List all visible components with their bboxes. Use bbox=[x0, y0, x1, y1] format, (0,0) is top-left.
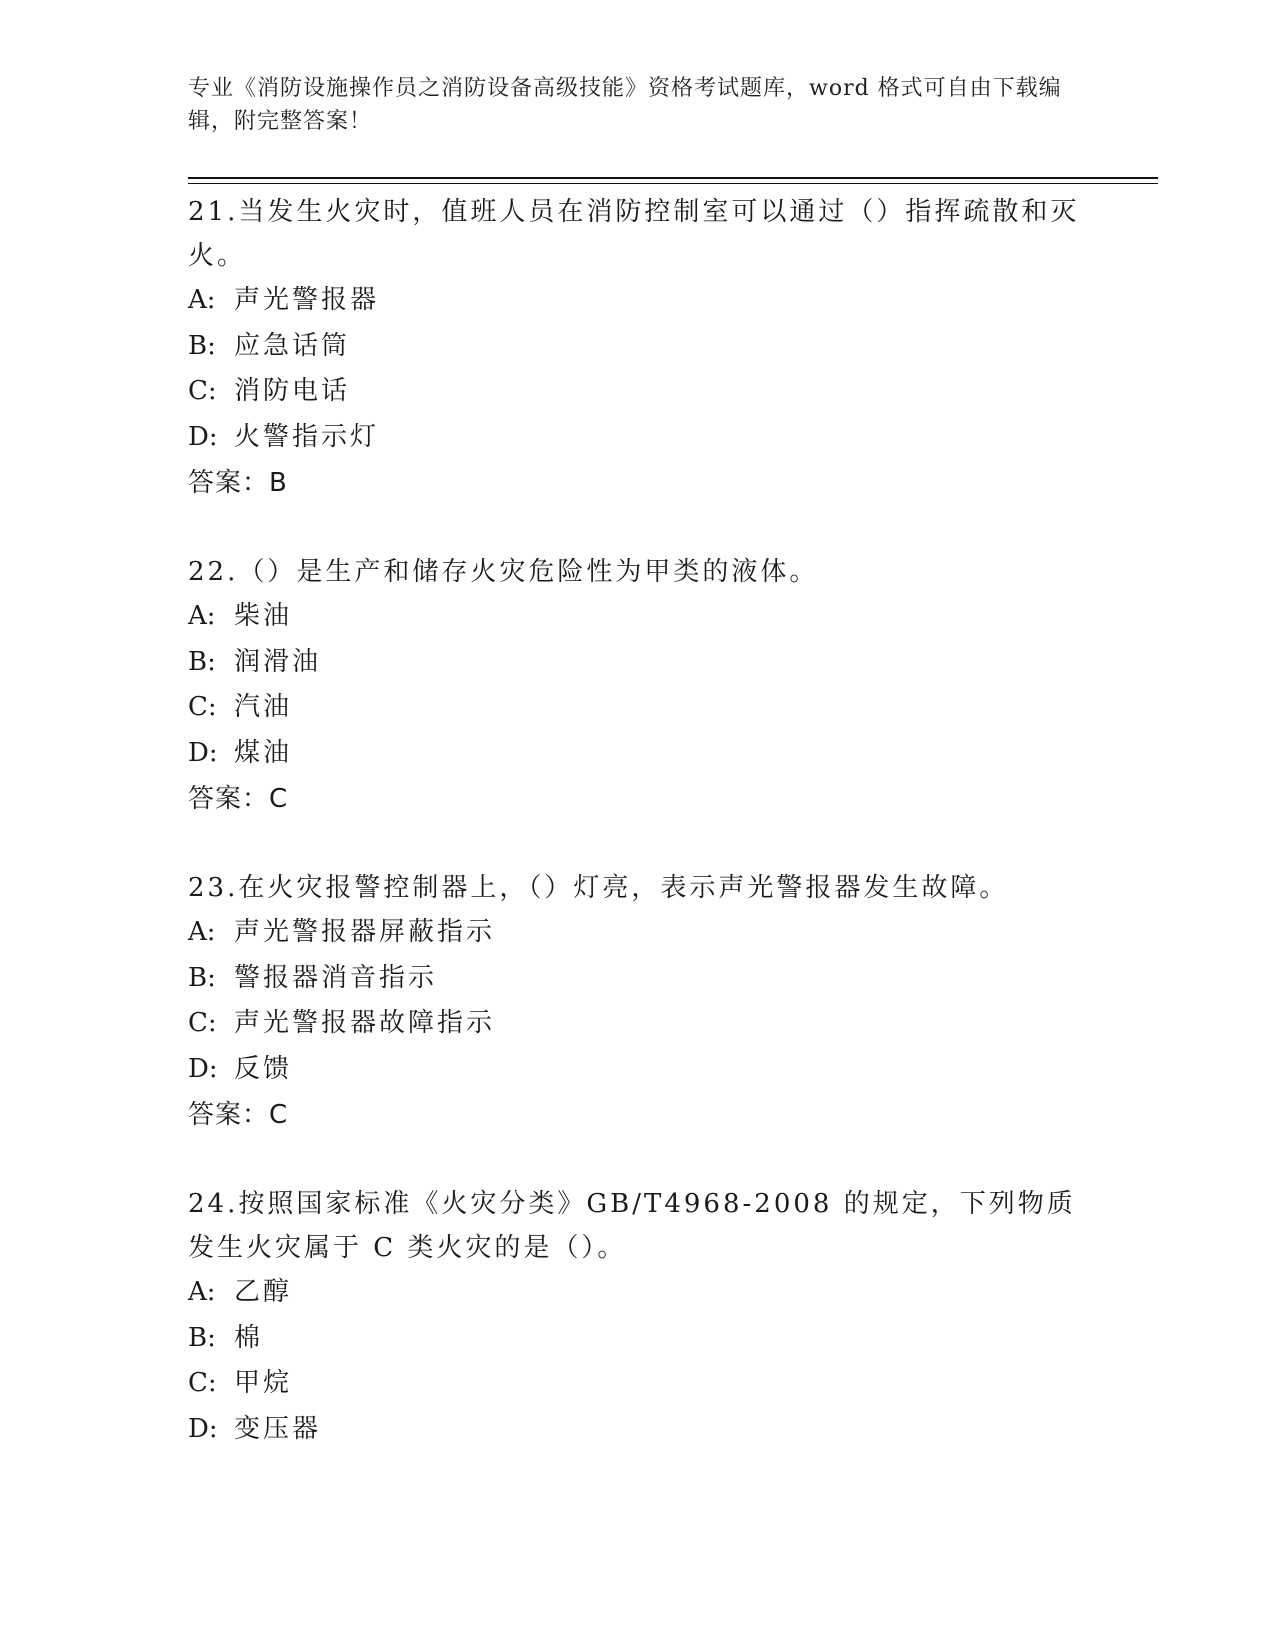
option-a bbox=[188, 1270, 1088, 1316]
option-key: D: bbox=[188, 737, 218, 768]
question-list bbox=[188, 190, 1088, 1496]
answer-line: 答案：C bbox=[188, 1100, 289, 1130]
option-text: 润滑油 bbox=[234, 646, 322, 677]
option-key: A: bbox=[188, 601, 216, 631]
option-key: B: bbox=[188, 1322, 216, 1353]
option-text: 火警指示灯 bbox=[234, 421, 380, 452]
option-a bbox=[188, 910, 1088, 956]
answer-line: 答案：C bbox=[188, 784, 289, 814]
option-d bbox=[188, 1407, 1088, 1453]
option-text: 应急话筒 bbox=[234, 330, 351, 361]
option-b bbox=[188, 324, 1088, 370]
option-d bbox=[188, 731, 1088, 777]
option-text: 乙醇 bbox=[234, 1277, 293, 1307]
question-24 bbox=[188, 1182, 1088, 1452]
option-text: 棉 bbox=[234, 1322, 264, 1353]
question-stem: 24.按照国家标准《火灾分类》GB/T4968-2008 的规定，下列物质发生火灾属于 C 类火灾的是（）。 bbox=[188, 1189, 1076, 1263]
option-key: A: bbox=[188, 1277, 216, 1307]
option-key: D: bbox=[188, 421, 218, 452]
option-text: 反馈 bbox=[234, 1053, 293, 1084]
option-c bbox=[188, 1361, 1088, 1407]
option-text: 声光警报器屏蔽指示 bbox=[234, 917, 496, 947]
answer-line: 答案：B bbox=[188, 468, 288, 498]
option-key: B: bbox=[188, 962, 216, 993]
option-text: 甲烷 bbox=[234, 1368, 293, 1398]
option-key: D: bbox=[188, 1413, 218, 1444]
option-key: C: bbox=[188, 692, 217, 722]
option-key: C: bbox=[188, 1368, 217, 1398]
question-stem: 23.在火灾报警控制器上，（）灯亮，表示声光警报器发生故障。 bbox=[188, 873, 1009, 903]
option-text: 声光警报器 bbox=[234, 285, 380, 315]
option-text: 煤油 bbox=[234, 737, 293, 768]
header-divider-thin bbox=[188, 183, 1158, 184]
option-b bbox=[188, 1316, 1088, 1362]
question-stem: 21.当发生火灾时，值班人员在消防控制室可以通过（）指挥疏散和灭火。 bbox=[188, 197, 1080, 271]
option-key: B: bbox=[188, 646, 216, 677]
option-text: 变压器 bbox=[234, 1413, 322, 1444]
option-key: C: bbox=[188, 1008, 217, 1038]
option-d bbox=[188, 1047, 1088, 1093]
option-text: 汽油 bbox=[234, 692, 293, 722]
question-21 bbox=[188, 190, 1088, 506]
option-key: C: bbox=[188, 376, 217, 406]
option-key: D: bbox=[188, 1053, 218, 1084]
option-key: A: bbox=[188, 917, 216, 947]
option-a bbox=[188, 594, 1088, 640]
option-key: A: bbox=[188, 285, 216, 315]
document-header: 专业《消防设施操作员之消防设备高级技能》资格考试题库，word 格式可自由下载编辑，附完整答案！ bbox=[188, 76, 1062, 134]
header-divider-thick bbox=[188, 177, 1158, 179]
option-c bbox=[188, 1001, 1088, 1047]
option-text: 声光警报器故障指示 bbox=[234, 1008, 496, 1038]
option-key: B: bbox=[188, 330, 216, 361]
question-23 bbox=[188, 866, 1088, 1138]
option-c bbox=[188, 685, 1088, 731]
option-c bbox=[188, 369, 1088, 415]
question-22 bbox=[188, 550, 1088, 822]
option-text: 消防电话 bbox=[234, 376, 351, 406]
question-stem: 22.（）是生产和储存火灾危险性为甲类的液体。 bbox=[188, 557, 819, 587]
option-b bbox=[188, 956, 1088, 1002]
option-text: 柴油 bbox=[234, 601, 293, 631]
option-a bbox=[188, 278, 1088, 324]
option-b bbox=[188, 640, 1088, 686]
option-d bbox=[188, 415, 1088, 461]
option-text: 警报器消音指示 bbox=[234, 962, 438, 993]
